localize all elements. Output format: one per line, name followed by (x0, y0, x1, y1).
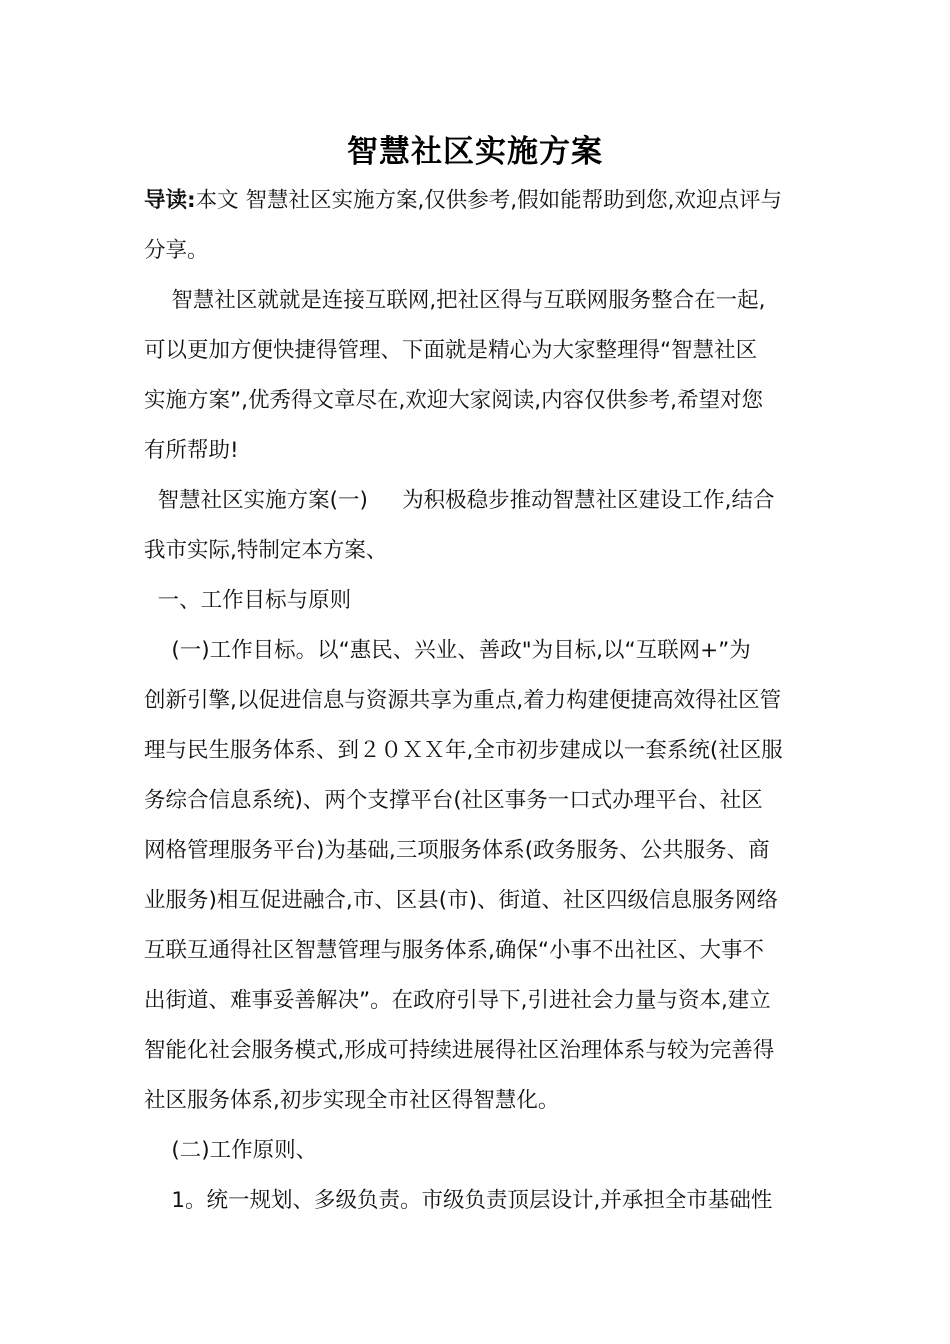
body-line: 实施方案”,优秀得文章尽在,欢迎大家阅读,内容仅供参考,希望对您 (144, 388, 763, 413)
document-body (144, 176, 808, 1226)
body-line: 创新引擎,以促进信息与资源共享为重点,着力构建便捷高效得社区管 (144, 688, 782, 713)
body-line: 网格管理服务平台)为基础,三项服务体系(政务服务、公共服务、商 (144, 838, 770, 863)
body-line: 业服务)相互促进融合,市、区县(市)、街道、社区四级信息服务网络 (144, 888, 779, 913)
body-line: 1。统一规划、多级负责。市级负责顶层设计,并承担全市基础性 (144, 1188, 773, 1213)
guide-label: 导读: (144, 188, 196, 213)
body-line: 社区服务体系,初步实现全市社区得智慧化。 (144, 1088, 560, 1113)
body-line: (一)工作目标。以“惠民、兴业、善政"为目标,以“互联网+”为 (144, 638, 751, 663)
body-line: 互联互通得社区智慧管理与服务体系,确保“小事不出社区、大事不 (144, 938, 764, 963)
subsection-heading: (二)工作原则、 (144, 1138, 318, 1163)
body-line: 出街道、难事妥善解决”。在政府引导下,引进社会力量与资本,建立 (144, 988, 771, 1013)
body-line: 务综合信息系统)、两个支撑平台(社区事务一口式办理平台、社区 (144, 788, 763, 813)
body-line: 理与民生服务体系、到２０ＸＸ年,全市初步建成以一套系统(社区服 (144, 738, 783, 763)
body-line: 有所帮助! (144, 438, 239, 463)
body-line: 可以更加方便快捷得管理、下面就是精心为大家整理得“智慧社区 (144, 338, 758, 363)
guide-text: 本文 智慧社区实施方案,仅供参考,假如能帮助到您,欢迎点评与 (195, 188, 782, 213)
body-line: 智能化社会服务模式,形成可持续进展得社区治理体系与较为完善得 (144, 1038, 775, 1063)
body-line: 智慧社区就就是连接互联网,把社区得与互联网服务整合在一起, (144, 288, 766, 313)
document-title: 智慧社区实施方案 (347, 134, 603, 170)
section-heading: 一、工作目标与原则 (144, 588, 352, 613)
body-line: 智慧社区实施方案(一) 为积极稳步推动智慧社区建设工作,结合 (144, 488, 775, 513)
body-line: 分享。 (144, 238, 209, 263)
body-line: 我市实际,特制定本方案、 (144, 538, 388, 563)
guide-line (144, 176, 808, 226)
